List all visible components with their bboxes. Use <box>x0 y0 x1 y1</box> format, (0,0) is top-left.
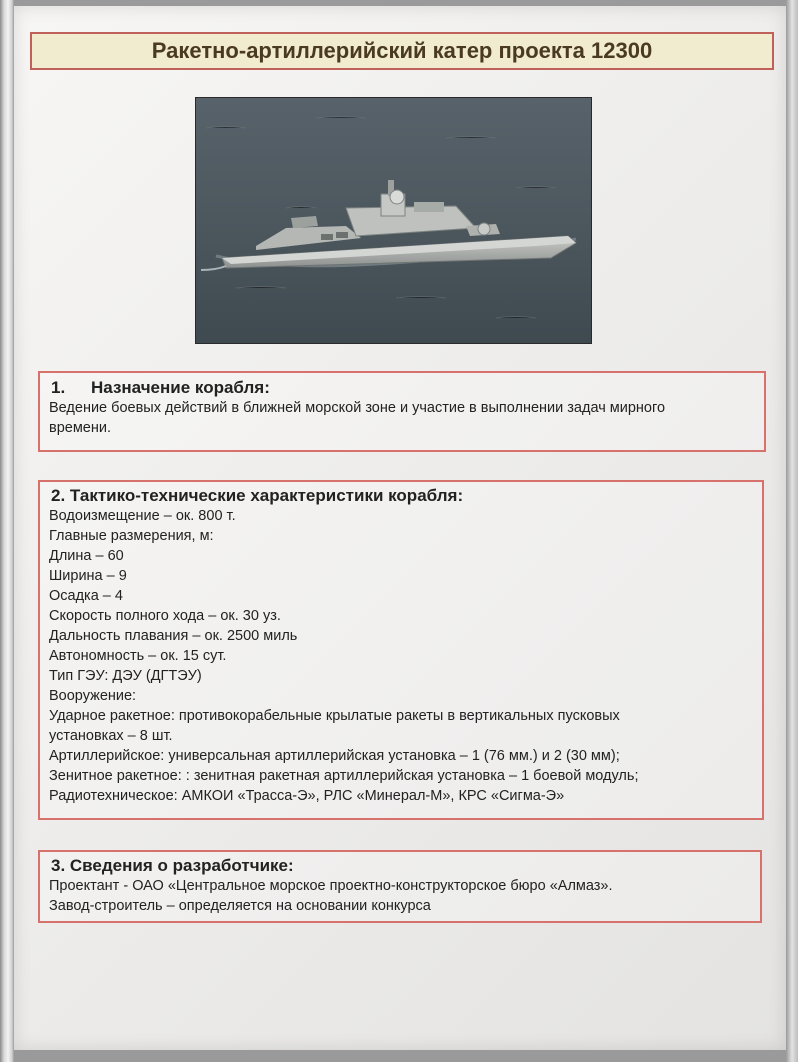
spec-line: Тип ГЭУ: ДЭУ (ДГТЭУ) <box>49 668 202 684</box>
section-specs-heading: 2. Тактико-технические характеристики корабля: <box>51 486 464 505</box>
spec-line: Артиллерийское: универсальная артиллерийская установка – 1 (76 мм.) и 2 (30 мм); <box>49 748 620 764</box>
section-number: 1. <box>51 378 66 397</box>
spec-line: Водоизмещение – ок. 800 т. <box>49 508 236 524</box>
page-title: Ракетно-артиллерийский катер проекта 12300 <box>151 38 653 63</box>
spec-line: установках – 8 шт. <box>49 728 173 744</box>
section-developer-body <box>40 876 760 916</box>
spec-line: Радиотехническое: АМКОИ «Трасса-Э», РЛС «Минерал-М», КРС «Сигма-Э» <box>49 788 565 804</box>
section-developer-heading: 3. Сведения о разработчике: <box>51 856 294 875</box>
section-purpose <box>38 371 766 452</box>
spec-line: Скорость полного хода – ок. 30 уз. <box>49 608 281 624</box>
text-line: Проектант - ОАО «Центральное морское проектно-конструкторское бюро «Алмаз». <box>49 878 613 894</box>
text-line: Завод-строитель – определяется на основании конкурса <box>49 898 431 914</box>
spec-line: Ширина – 9 <box>49 568 127 584</box>
spec-line: Зенитное ракетное: : зенитная ракетная артиллерийская установка – 1 боевой модуль; <box>49 768 639 784</box>
section-developer <box>38 850 762 923</box>
section-purpose-body <box>40 398 764 438</box>
spec-line: Вооружение: <box>49 688 137 704</box>
picture-frame-edge <box>786 0 798 1062</box>
section-specs-body <box>40 506 762 806</box>
spec-line: Ударное ракетное: противокорабельные крылатые ракеты в вертикальных пусковых <box>49 708 620 724</box>
spec-line: Автономность – ок. 15 сут. <box>49 648 227 664</box>
section-specs <box>38 480 764 820</box>
spec-line: Главные размерения, м: <box>49 528 214 544</box>
section-purpose-heading <box>40 378 764 398</box>
warship-photo <box>195 97 592 344</box>
text-line: Ведение боевых действий в ближней морской зоне и участие в выполнении задач мирного <box>49 400 666 416</box>
spec-line: Осадка – 4 <box>49 588 123 604</box>
spec-line: Длина – 60 <box>49 548 124 564</box>
spec-line: Дальность плавания – ок. 2500 миль <box>49 628 298 644</box>
section-title: Назначение корабля: <box>91 378 270 397</box>
title-banner <box>30 32 774 70</box>
text-line: времени. <box>49 420 112 436</box>
